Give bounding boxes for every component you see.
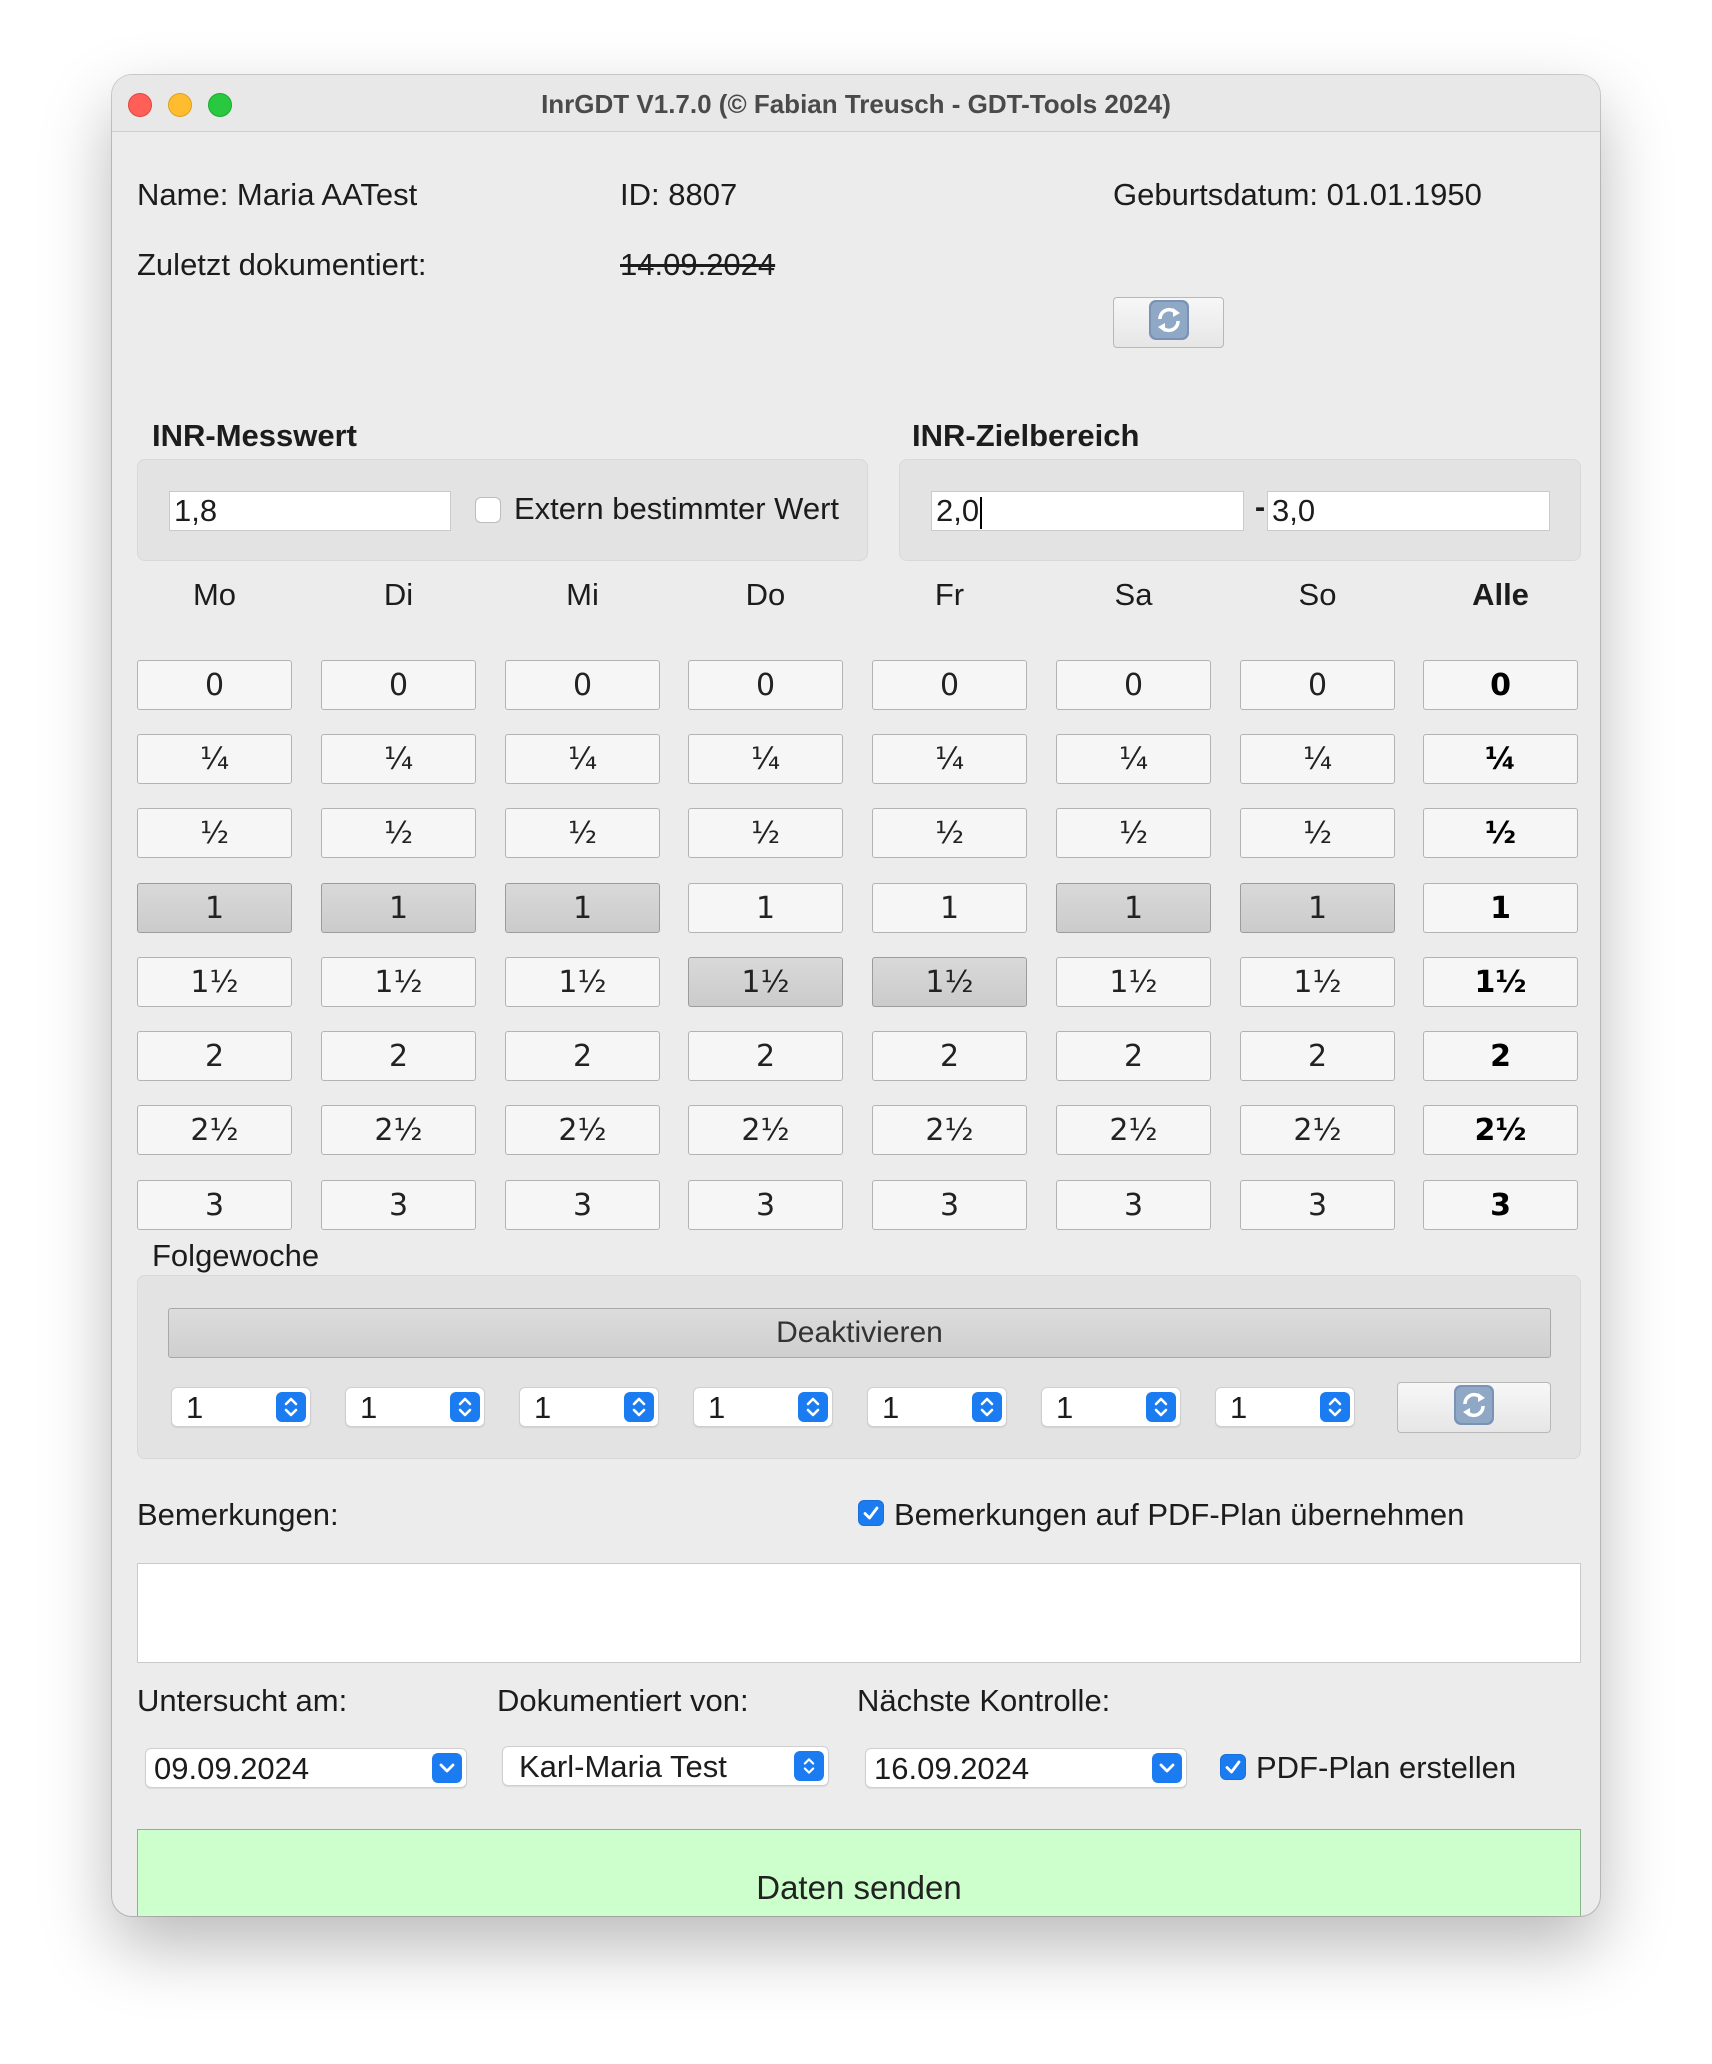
dose-button-all[interactable]: 1½	[1423, 957, 1578, 1007]
reset-next-week-button[interactable]	[1397, 1382, 1551, 1433]
dose-button-fr[interactable]: ½	[872, 808, 1027, 858]
external-value-checkbox[interactable]	[475, 497, 501, 523]
dose-button-mo[interactable]: 1	[137, 883, 292, 933]
dose-button-mi[interactable]: 2	[505, 1031, 660, 1081]
dose-button-all[interactable]: ½	[1423, 808, 1578, 858]
dose-button-di[interactable]: ½	[321, 808, 476, 858]
updown-chevron-icon	[276, 1392, 306, 1422]
updown-chevron-icon	[798, 1392, 828, 1422]
dose-button-sa[interactable]: 1½	[1056, 957, 1211, 1007]
day-header-fr: Fr	[934, 577, 965, 612]
dose-button-sa[interactable]: 3	[1056, 1180, 1211, 1230]
updown-chevron-icon	[450, 1392, 480, 1422]
documented-by-label: Dokumentiert von:	[497, 1683, 749, 1718]
chevron-down-icon	[432, 1753, 462, 1783]
dose-button-fr[interactable]: 0	[872, 660, 1027, 710]
dose-button-mi[interactable]: 3	[505, 1180, 660, 1230]
next-check-label: Nächste Kontrolle:	[857, 1683, 1111, 1718]
patient-birthdate: Geburtsdatum: 01.01.1950	[1113, 177, 1482, 212]
checkmark-icon	[1223, 1757, 1243, 1777]
dose-button-sa[interactable]: 0	[1056, 660, 1211, 710]
dose-button-mi[interactable]: ¼	[505, 734, 660, 784]
remarks-textarea[interactable]	[137, 1563, 1581, 1663]
dose-button-mo[interactable]: 3	[137, 1180, 292, 1230]
dose-button-do[interactable]: 1½	[688, 957, 843, 1007]
title-bar	[112, 75, 1600, 132]
inr-measurement-title: INR-Messwert	[152, 418, 357, 453]
updown-chevron-icon	[1320, 1392, 1350, 1422]
next-check-date-picker[interactable]: 16.09.2024	[865, 1748, 1187, 1788]
next-week-spinbox[interactable]: 1	[345, 1387, 485, 1427]
deactivate-button[interactable]: Deaktivieren	[168, 1308, 1551, 1358]
transfer-remarks-label: Bemerkungen auf PDF-Plan übernehmen	[894, 1497, 1465, 1532]
updown-chevron-icon	[794, 1751, 824, 1781]
dose-button-di[interactable]: 2	[321, 1031, 476, 1081]
dose-button-mi[interactable]: 1½	[505, 957, 660, 1007]
dose-button-di[interactable]: 1	[321, 883, 476, 933]
dose-button-do[interactable]: 0	[688, 660, 843, 710]
day-header-mi: Mi	[566, 577, 599, 612]
next-week-spinbox[interactable]: 1	[1041, 1387, 1181, 1427]
dose-button-mi[interactable]: 1	[505, 883, 660, 933]
dose-button-di[interactable]: 2½	[321, 1105, 476, 1155]
next-week-spinbox[interactable]: 1	[867, 1387, 1007, 1427]
day-header-so: So	[1298, 577, 1337, 612]
dose-button-mo[interactable]: ¼	[137, 734, 292, 784]
dose-button-fr[interactable]: 1½	[872, 957, 1027, 1007]
inr-measurement-group	[137, 459, 868, 561]
dose-button-sa[interactable]: 2½	[1056, 1105, 1211, 1155]
dose-button-all[interactable]: 1	[1423, 883, 1578, 933]
dose-button-mo[interactable]: 2½	[137, 1105, 292, 1155]
inr-target-group	[899, 459, 1581, 561]
next-week-spinbox[interactable]: 1	[1215, 1387, 1355, 1427]
dose-button-all[interactable]: 3	[1423, 1180, 1578, 1230]
dose-button-so[interactable]: 1½	[1240, 957, 1395, 1007]
dose-button-so[interactable]: 1	[1240, 883, 1395, 933]
dose-button-sa[interactable]: ½	[1056, 808, 1211, 858]
dose-button-so[interactable]: ½	[1240, 808, 1395, 858]
patient-id: ID: 8807	[620, 177, 738, 212]
day-header-di: Di	[383, 577, 414, 612]
dose-button-do[interactable]: 1	[688, 883, 843, 933]
target-to-input[interactable]: 3,0	[1267, 491, 1550, 531]
updown-chevron-icon	[624, 1392, 654, 1422]
day-header-sa: Sa	[1114, 577, 1153, 612]
remarks-label: Bemerkungen:	[137, 1497, 339, 1532]
chevron-down-icon	[1152, 1753, 1182, 1783]
next-week-title: Folgewoche	[152, 1238, 320, 1273]
day-header-do: Do	[745, 577, 786, 612]
create-pdf-label: PDF-Plan erstellen	[1256, 1750, 1517, 1785]
dose-button-fr[interactable]: 2½	[872, 1105, 1027, 1155]
create-pdf-checkbox[interactable]	[1220, 1754, 1246, 1780]
dose-button-so[interactable]: 3	[1240, 1180, 1395, 1230]
refresh-icon	[1453, 1384, 1495, 1431]
dose-button-mi[interactable]: 0	[505, 660, 660, 710]
dose-button-fr[interactable]: 2	[872, 1031, 1027, 1081]
inr-target-title: INR-Zielbereich	[912, 418, 1140, 453]
dose-button-do[interactable]: 3	[688, 1180, 843, 1230]
documented-by-select[interactable]: Karl-Maria Test	[502, 1746, 829, 1786]
dose-button-sa[interactable]: 1	[1056, 883, 1211, 933]
send-data-button[interactable]: Daten senden	[137, 1829, 1581, 1916]
dose-button-all[interactable]: ¼	[1423, 734, 1578, 784]
target-from-input[interactable]: 2,0	[931, 491, 1244, 531]
dose-button-so[interactable]: 2	[1240, 1031, 1395, 1081]
dose-button-all[interactable]: 2	[1423, 1031, 1578, 1081]
next-week-spinbox[interactable]: 1	[693, 1387, 833, 1427]
reload-patient-button[interactable]	[1113, 297, 1224, 348]
dose-button-fr[interactable]: ¼	[872, 734, 1027, 784]
dose-button-di[interactable]: ¼	[321, 734, 476, 784]
next-week-group	[137, 1275, 1581, 1459]
dose-button-do[interactable]: ½	[688, 808, 843, 858]
dose-button-fr[interactable]: 3	[872, 1180, 1027, 1230]
dose-button-do[interactable]: 2	[688, 1031, 843, 1081]
dose-button-di[interactable]: 1½	[321, 957, 476, 1007]
dose-button-mo[interactable]: 0	[137, 660, 292, 710]
app-window	[112, 75, 1600, 1916]
external-value-label: Extern bestimmter Wert	[514, 491, 840, 526]
dose-button-all[interactable]: 2½	[1423, 1105, 1578, 1155]
window-title: InrGDT V1.7.0 (© Fabian Treusch - GDT-Tools 2024)	[541, 89, 1171, 119]
dose-button-di[interactable]: 0	[321, 660, 476, 710]
dose-button-do[interactable]: ¼	[688, 734, 843, 784]
updown-chevron-icon	[972, 1392, 1002, 1422]
refresh-icon	[1148, 299, 1190, 346]
examined-date-picker[interactable]: 09.09.2024	[145, 1748, 467, 1788]
transfer-remarks-checkbox[interactable]	[858, 1500, 884, 1526]
checkmark-icon	[861, 1503, 881, 1523]
dose-button-mi[interactable]: 2½	[505, 1105, 660, 1155]
day-header-all: Alle	[1472, 577, 1529, 612]
dose-button-do[interactable]: 2½	[688, 1105, 843, 1155]
next-week-spinbox[interactable]: 1	[519, 1387, 659, 1427]
dose-button-mi[interactable]: ½	[505, 808, 660, 858]
dose-button-di[interactable]: 3	[321, 1180, 476, 1230]
day-header-mo: Mo	[192, 577, 237, 612]
patient-name: Name: Maria AATest	[137, 177, 418, 212]
inr-value-input[interactable]: 1,8	[169, 491, 451, 531]
dose-button-sa[interactable]: ¼	[1056, 734, 1211, 784]
last-documented-label: Zuletzt dokumentiert:	[137, 247, 427, 282]
target-separator: -	[1254, 489, 1266, 524]
dose-button-mo[interactable]: 1½	[137, 957, 292, 1007]
dose-button-fr[interactable]: 1	[872, 883, 1027, 933]
dose-button-so[interactable]: ¼	[1240, 734, 1395, 784]
main-content	[112, 132, 1600, 1916]
dose-button-so[interactable]: 2½	[1240, 1105, 1395, 1155]
updown-chevron-icon	[1146, 1392, 1176, 1422]
dose-button-sa[interactable]: 2	[1056, 1031, 1211, 1081]
last-documented-date: 14.09.2024	[620, 247, 776, 282]
examined-label: Untersucht am:	[137, 1683, 348, 1718]
dose-button-all[interactable]: 0	[1423, 660, 1578, 710]
dose-button-so[interactable]: 0	[1240, 660, 1395, 710]
dose-button-mo[interactable]: 2	[137, 1031, 292, 1081]
dose-button-mo[interactable]: ½	[137, 808, 292, 858]
next-week-spinbox[interactable]: 1	[171, 1387, 311, 1427]
